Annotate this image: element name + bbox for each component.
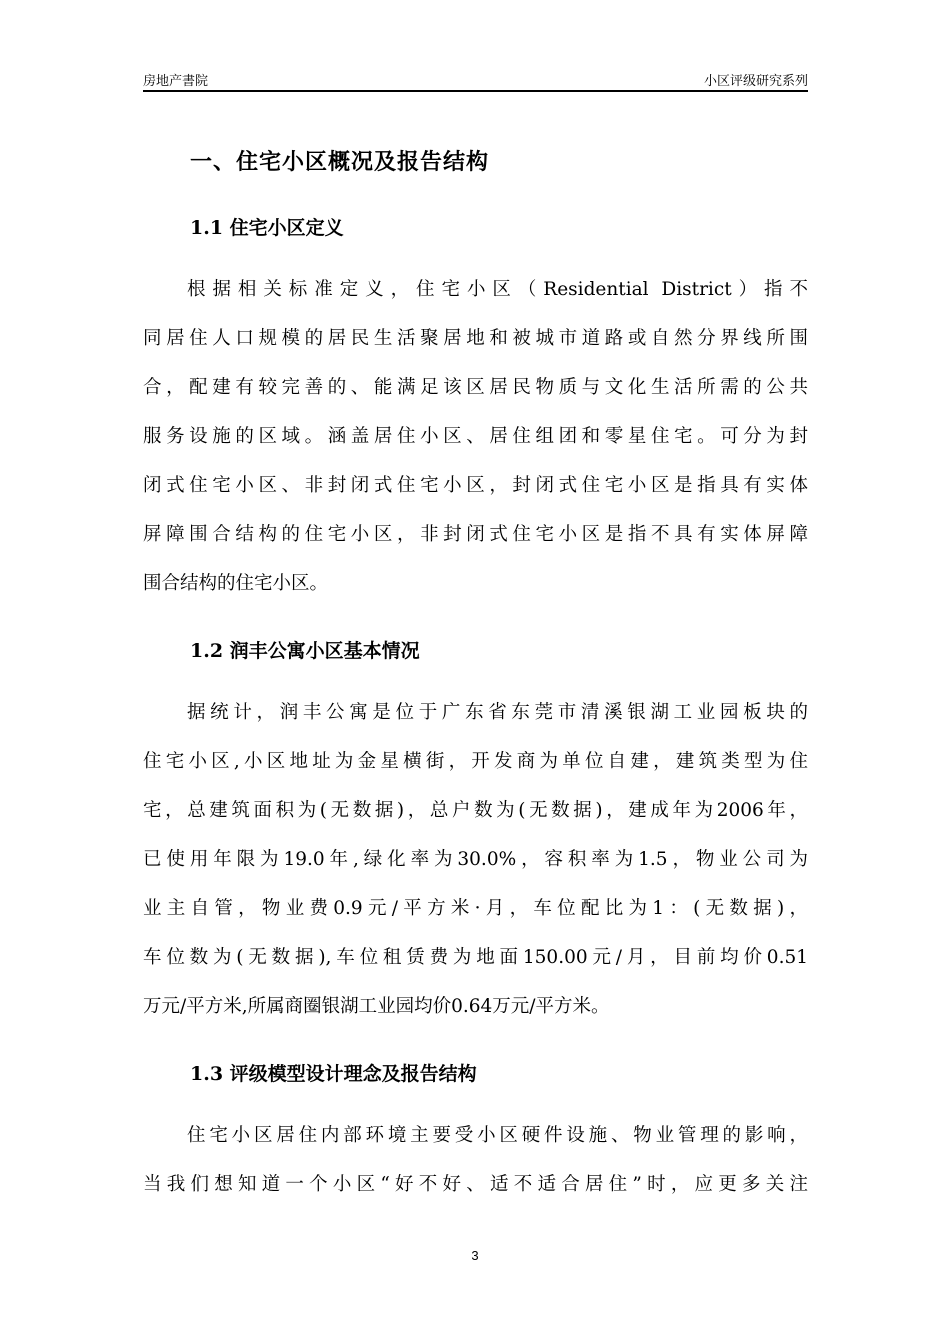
- text-line: 已使用年限为19.0年,绿化率为30.0%，容积率为1.5，物业公司为: [143, 849, 808, 870]
- text-line: 据统计，润丰公寓是位于广东省东莞市清溪银湖工业园板块的: [187, 702, 808, 723]
- header-series: 小区评级研究系列: [703, 74, 808, 89]
- text-line: 合，配建有较完善的、能满足该区居民物质与文化生活所需的公共: [143, 377, 808, 398]
- text-line: 闭式住宅小区、非封闭式住宅小区，封闭式住宅小区是指具有实体: [143, 475, 808, 496]
- text-line: 屏障围合结构的住宅小区，非封闭式住宅小区是指不具有实体屏障: [143, 524, 808, 545]
- text-line: 车位数为(无数据),车位租赁费为地面150.00元/月，目前均价0.51: [143, 947, 808, 968]
- text-line: 宅，总建筑面积为(无数据)，总户数为(无数据)，建成年为2006年，: [143, 800, 808, 821]
- text-line: 当我们想知道一个小区“好不好、适不适合居住”时，应更多关注: [143, 1174, 808, 1195]
- header-publisher: 房地产書院: [143, 74, 209, 89]
- paragraph-model-concept: [143, 1111, 808, 1209]
- text-line: 同居住人口规模的居民生活聚居地和被城市道路或自然分界线所围: [143, 328, 808, 349]
- text-line: 业主自管，物业费0.9元/平方米·月，车位配比为1：(无数据)，: [143, 898, 808, 919]
- subsection-heading-1-1: 1.1 住宅小区定义: [190, 217, 344, 239]
- paragraph-community-info: [143, 688, 808, 1031]
- text-line: 万元/平方米,所属商圈银湖工业园均价0.64万元/平方米。: [143, 996, 610, 1017]
- page-number: 3: [471, 1248, 479, 1263]
- text-line: 住宅小区居住内部环境主要受小区硬件设施、物业管理的影响，: [187, 1125, 808, 1146]
- text-line: 根据相关标准定义，住宅小区（Residential District）指不: [187, 279, 808, 300]
- section-title: 一、住宅小区概况及报告结构: [190, 150, 490, 175]
- subsection-heading-1-2: 1.2 润丰公寓小区基本情况: [190, 640, 420, 662]
- text-line: 服务设施的区域。涵盖居住小区、居住组团和零星住宅。可分为封: [143, 426, 808, 447]
- page-header: [143, 68, 808, 92]
- text-line: 围合结构的住宅小区。: [143, 573, 329, 594]
- text-line: 住宅小区,小区地址为金星横街，开发商为单位自建，建筑类型为住: [143, 751, 808, 772]
- paragraph-definition: [143, 265, 808, 608]
- subsection-heading-1-3: 1.3 评级模型设计理念及报告结构: [190, 1063, 477, 1085]
